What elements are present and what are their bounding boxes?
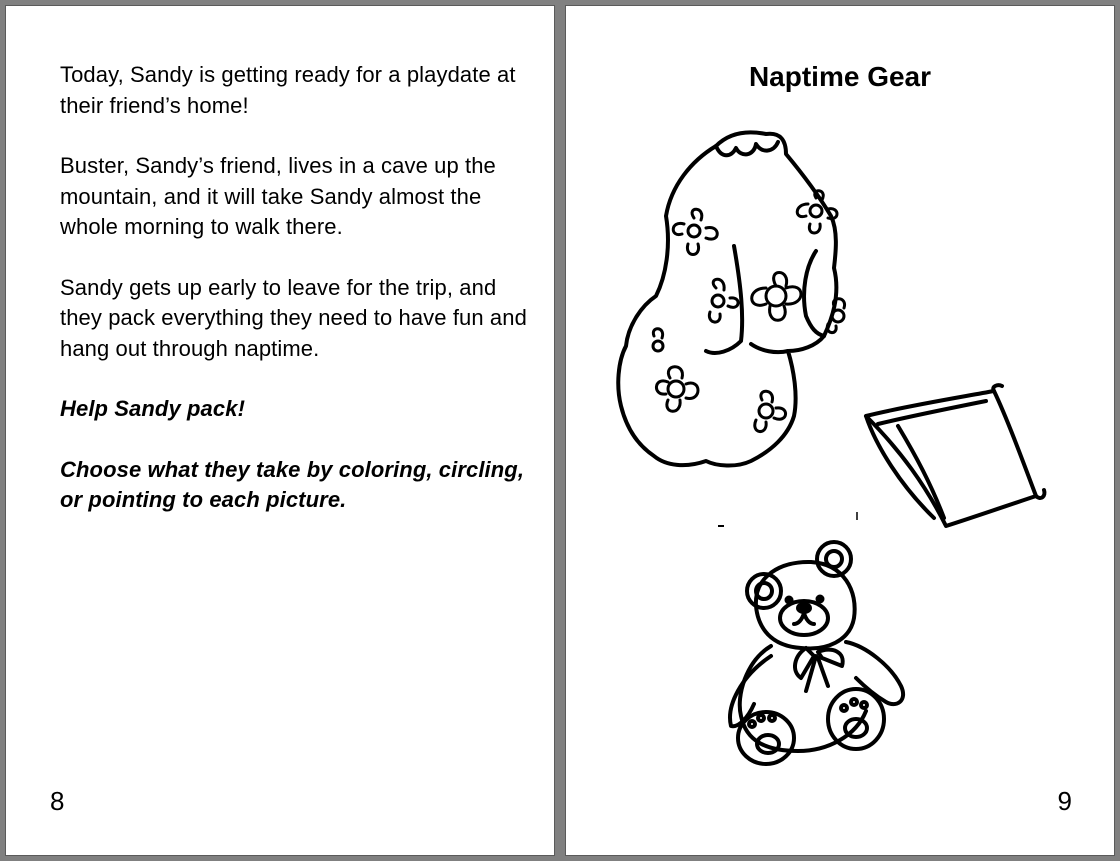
story-text [60,60,530,546]
pajamas-icon[interactable] [618,132,844,465]
page-8 [6,6,554,855]
page-number: 9 [1057,786,1072,816]
prompt-help-pack: Help Sandy pack! [60,396,245,421]
paragraph-1: Today, Sandy is getting ready for a playdate at their friend’s home! [60,62,516,118]
prompt-instructions: Choose what they take by coloring, circling, or pointing to each picture. [60,456,525,512]
pillow-icon[interactable] [866,385,1044,526]
paragraph-2: Buster, Sandy’s friend, lives in a cave up the mountain, and it will take Sandy almost the whole morning to walk there. [60,153,496,239]
page-9 [566,6,1114,855]
illustrations [566,6,1114,855]
page-number: 8 [50,786,65,816]
paragraph-3: Sandy gets up early to leave for the trip, and they pack everything they need to have fun and hang out through naptime. [60,274,527,361]
page-title: Naptime Gear [748,61,932,92]
teddy-bear-icon[interactable] [730,542,903,764]
